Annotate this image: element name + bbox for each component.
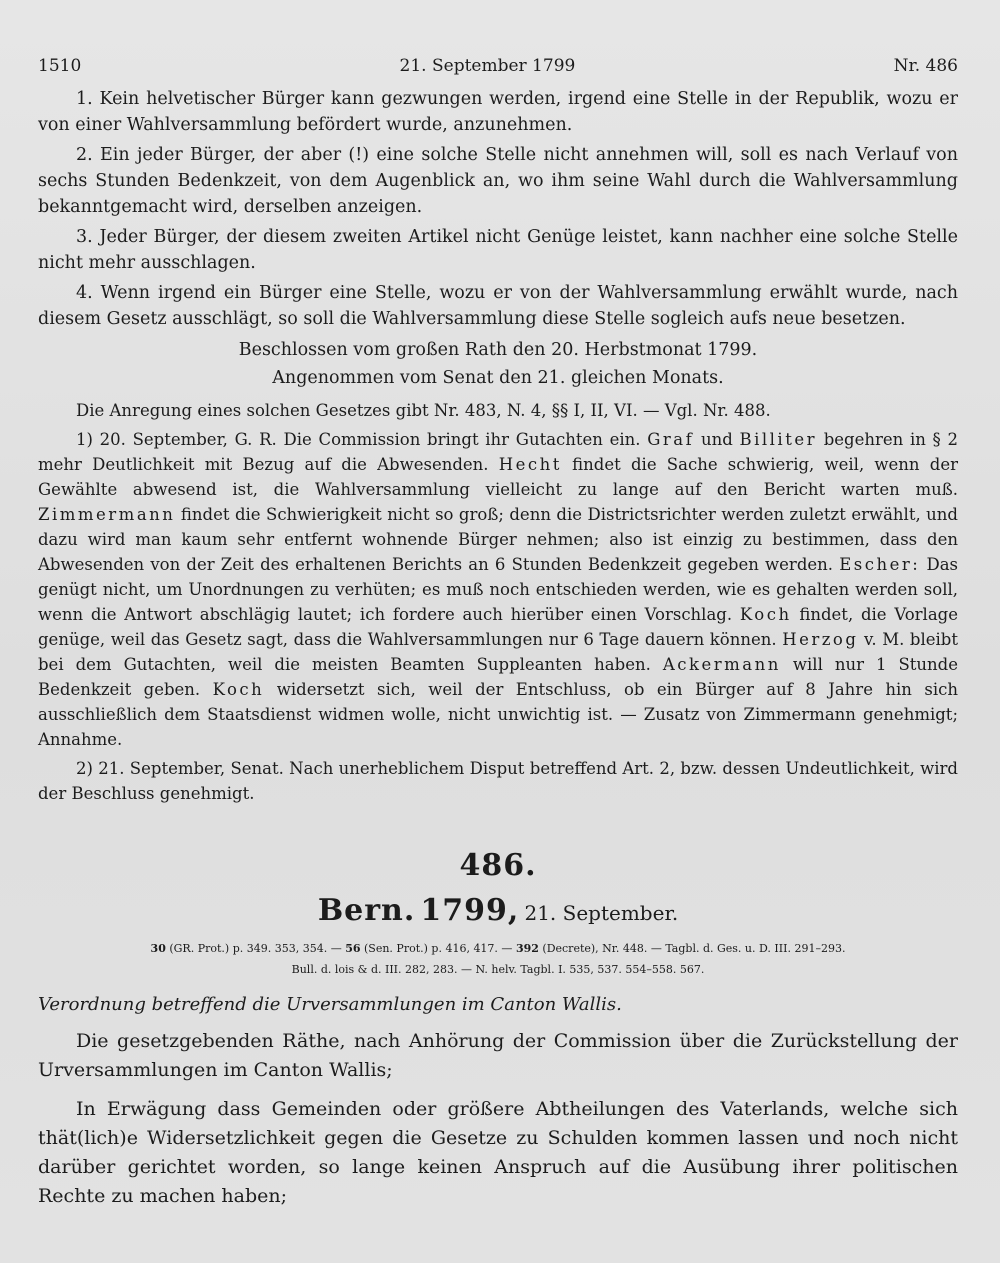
speaker-name: Graf xyxy=(647,430,695,449)
speaker-name: Koch xyxy=(739,605,792,624)
article-2: 2. Ein jeder Bürger, der aber (!) eine solche Stelle nicht annehmen will, soll es nach Verlauf von sechs Stunden Bedenkzeit, von dem Augenblick an, wo ihm seine Wahl durch die Wahlversammlung bekanntgemacht wird, derselben anzeigen. xyxy=(38,145,958,217)
document-heading: Verordnung betreffend die Urversammlungen im Canton Wallis. xyxy=(38,994,622,1015)
speaker-name: Koch xyxy=(212,680,265,699)
debate-senate: 2) 21. September, Senat. Nach unerheblichem Disput betreffend Art. 2, bzw. dessen Undeutlichkeit, wird der Beschluss genehmigt. xyxy=(38,759,958,803)
document-number-heading: 486. xyxy=(459,848,537,883)
document-date: 21. September. xyxy=(524,901,679,925)
speaker-name: Escher: xyxy=(839,555,921,574)
speaker-name: Billiter xyxy=(739,430,817,449)
resolution-line: Beschlossen vom großen Rath den 20. Herbstmonat 1799. xyxy=(238,340,758,360)
article-1: 1. Kein helvetischer Bürger kann gezwungen werden, irgend eine Stelle in der Republik, wozu er von einer Wahlversammlung befördert wurde, anzunehmen. xyxy=(38,89,958,135)
running-header xyxy=(38,56,958,76)
preamble-paragraph: Die gesetzgebenden Räthe, nach Anhörung der Commission über die Zurückstellung der Urversammlungen im Canton Wallis; xyxy=(38,1030,958,1081)
speaker-name: Ackermann xyxy=(662,655,781,674)
speaker-name: Herzog xyxy=(782,630,859,649)
editorial-note: Die Anregung eines solchen Gesetzes gibt Nr. 483, N. 4, §§ I, II, VI. — Vgl. Nr. 488. xyxy=(76,401,771,420)
source-references: 30 (GR. Prot.) p. 349. 353, 354. — 56 (Sen. Prot.) p. 416, 417. — 392 (Decrete), Nr. 448. — Tagbl. d. Ges. u. D. III. 291–293. xyxy=(150,942,846,955)
document-place: Bern. xyxy=(317,893,416,928)
consideration-paragraph: In Erwägung dass Gemeinden oder größere Abtheilungen des Vaterlands, welche sich thät(lich)e Widersetzlichkeit gegen die Gesetze zu Schulden kommen lassen und noch nicht darüber gerichtet worden, so lange keinen Anspruch auf die Ausübung ihrer politischen Rechte zu machen haben; xyxy=(38,1098,958,1207)
document-year: 1799, xyxy=(420,893,520,928)
speaker-name: Hecht xyxy=(498,455,562,474)
article-4: 4. Wenn irgend ein Bürger eine Stelle, wozu er von der Wahlversammlung erwählt wurde, nach diesem Gesetz ausschlägt, so soll die Wahlversammlung diese Stelle sogleich aufs neue besetzen. xyxy=(38,283,958,329)
document-number: Nr. 486 xyxy=(893,56,958,76)
source-references-line2: Bull. d. lois & d. III. 282, 283. — N. helv. Tagbl. I. 535, 537. 554–558. 567. xyxy=(291,963,705,976)
debate-great-council: 1) 20. September, G. R. Die Commission bringt ihr Gutachten ein. Graf und Billiter begehren in § 2 mehr Deutlichkeit mit Bezug auf die Abwesenden. Hecht findet die Sache schwierig, weil, wenn der Gewählte abwesend ist, die Wahlversammlung vielleicht zu lange auf den Bericht warten muß. Zimmermann findet die Schwierigkeit nicht so groß; denn die Districtsrichter werden zuletzt erwählt, und dazu wird man kaum sehr entfernt wohnende Bürger nehmen; also ist einzig zu bestimmen, dass den Abwesenden von der Zeit des erhaltenen Berichts an 6 Stunden Bedenkzeit gegeben werden. Escher: Das genügt nicht, um Unordnungen zu verhüten; es muß noch entschieden werden, wie es gehalten werden soll, wenn die Antwort abschlägig lautet; ich fordere auch hierüber einen Vorschlag. Koch findet, die Vorlage genüge, weil das Gesetz sagt, dass die Wahlversammlungen nur 6 Tage dauern können. Herzog v. M. bleibt bei dem Gutachten, weil die meisten Beamten Suppleanten haben. Ackermann will nur 1 Stunde Bedenkzeit geben. Koch widersetzt sich, weil der Entschluss, ob ein Bürger auf 8 Jahre hin sich ausschließlich dem Staatsdienst widmen wolle, nicht unwichtig ist. — Zusatz von Zimmermann genehmigt; Annahme. xyxy=(38,430,959,749)
page-number: 1510 xyxy=(38,56,82,76)
acceptance-line: Angenommen vom Senat den 21. gleichen Monats. xyxy=(272,368,724,388)
article-3: 3. Jeder Bürger, der diesem zweiten Artikel nicht Genüge leistet, kann nachher eine solche Stelle nicht mehr ausschlagen. xyxy=(38,227,958,273)
header-date: 21. September 1799 xyxy=(399,56,576,76)
document-place-date xyxy=(38,893,958,928)
speaker-name: Zimmermann xyxy=(38,505,176,524)
